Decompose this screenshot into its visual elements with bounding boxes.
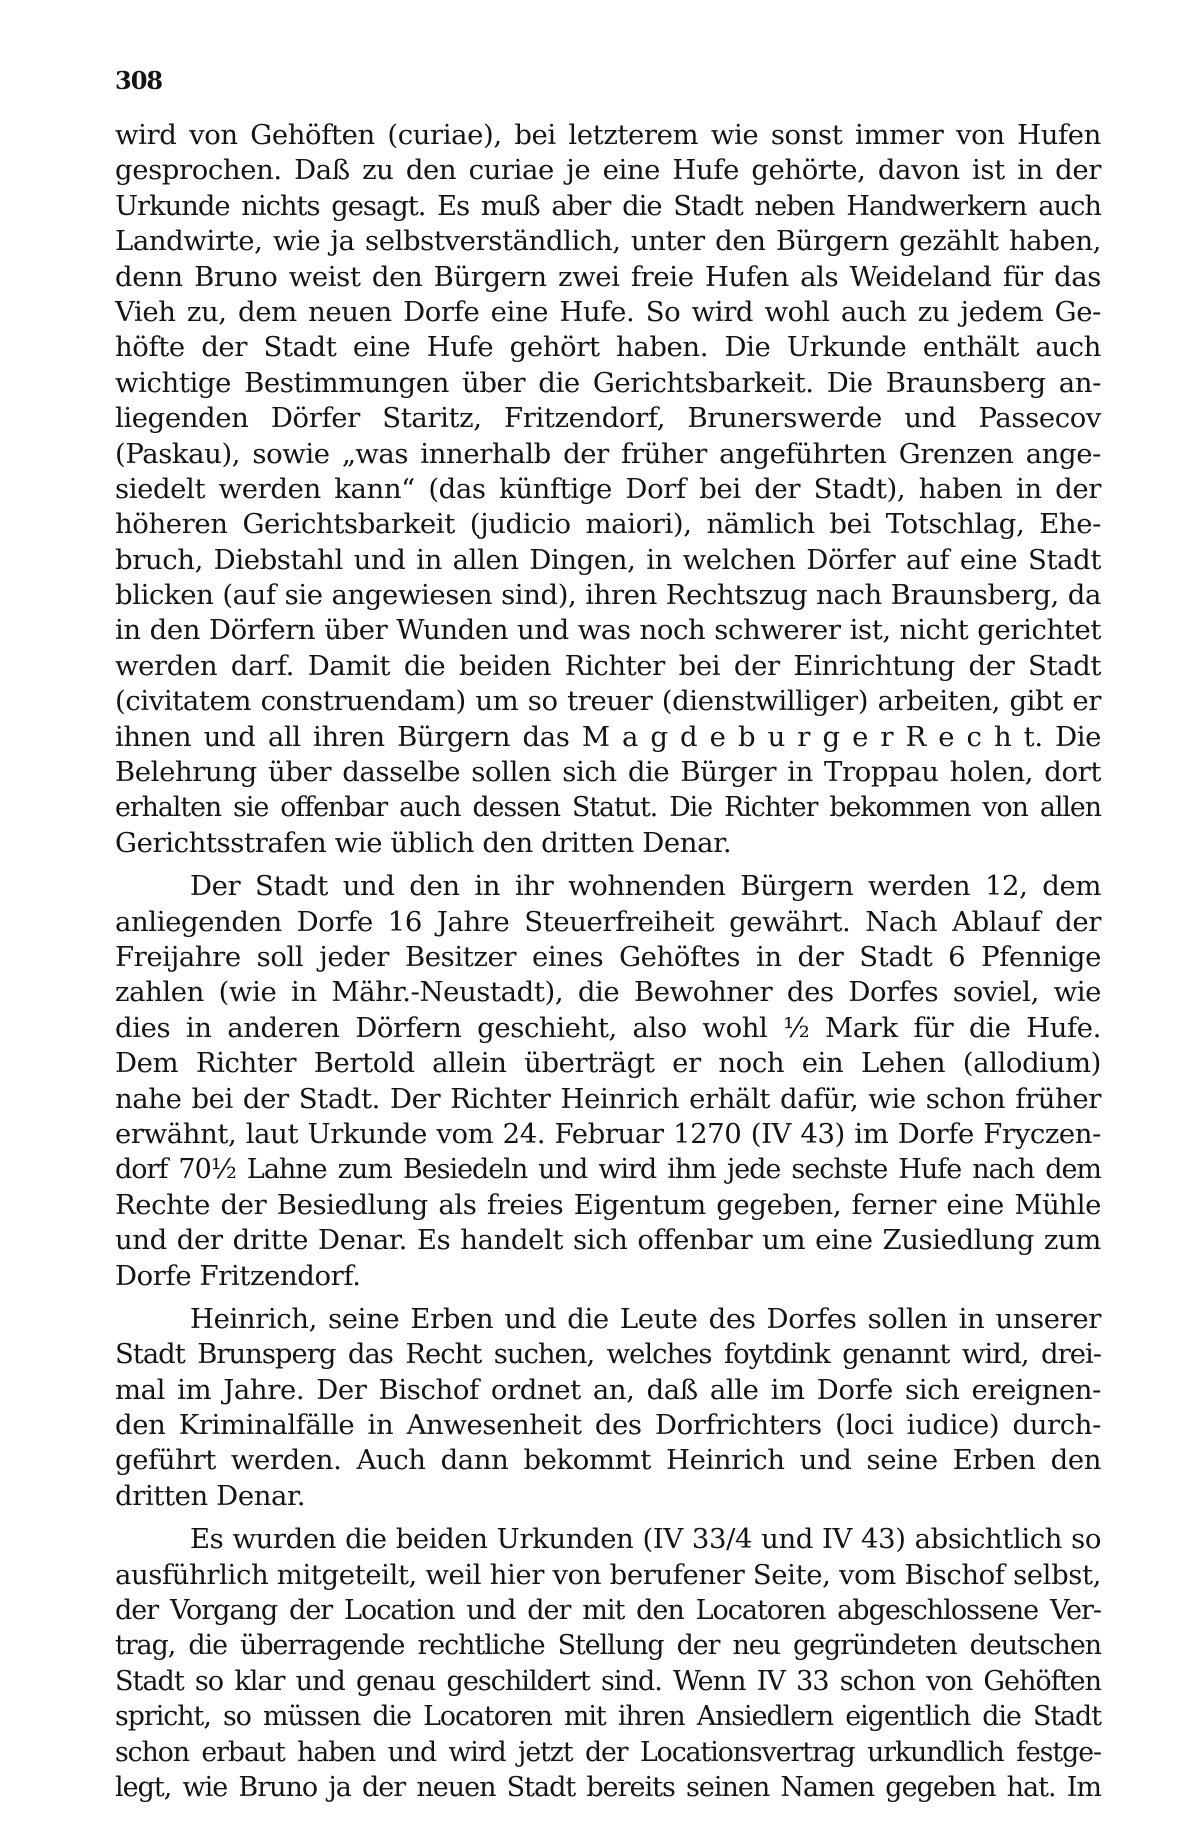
text-line: Belehrung über dasselbe sollen sich die Bürger in Troppau holen, dort: [115, 756, 1101, 789]
text-line: erwähnt, laut Urkunde vom 24. Februar 1270 (IV 43) im Dorfe Fryczen-: [115, 1117, 1101, 1150]
text-line: werden darf. Damit die beiden Richter bei der Einrichtung der Stadt: [115, 649, 1101, 682]
text-line: denn Bruno weist den Bürgern zwei freie Hufen als Weideland für das: [115, 260, 1101, 293]
text-line: (civitatem construendam) um so treuer (dienstwilliger) arbeiten, gibt er: [115, 685, 1101, 718]
text-line: der Vorgang der Location und der mit den Locatoren abgeschlossene Ver-: [115, 1595, 1101, 1627]
text-line: siedelt werden kann“ (das künftige Dorf bei der Stadt), haben in der: [115, 472, 1101, 505]
paragraph: [115, 118, 1101, 861]
text-line: in den Dörfern über Wunden und was noch schwerer ist, nicht gerichtet: [115, 614, 1101, 647]
text-line: (Paskau), sowie „was innerhalb der früher angeführten Grenzen ange-: [115, 437, 1101, 470]
paragraph: [115, 1302, 1101, 1514]
text-line: gesprochen. Daß zu den curiae je eine Hufe gehörte, davon ist in der: [115, 154, 1101, 187]
text-line: höheren Gerichtsbarkeit (judicio maiori), nämlich bei Totschlag, Ehe-: [115, 508, 1101, 541]
text-line: bruch, Diebstahl und in allen Dingen, in welchen Dörfer auf eine Stadt: [115, 543, 1101, 576]
paragraph: [115, 1522, 1101, 1805]
text-line: ihnen und all ihren Bürgern das M a g d e b u r g e r R e c h t. Die: [115, 720, 1101, 753]
text-line: geführt werden. Auch dann bekommt Heinrich und seine Erben den: [115, 1444, 1101, 1477]
text-line: dies in anderen Dörfern geschieht, also wohl ½ Mark für die Hufe.: [115, 1011, 1101, 1044]
text-line: Landwirte, wie ja selbstverständlich, unter den Bürgern gezählt haben,: [115, 225, 1101, 258]
text-line: nahe bei der Stadt. Der Richter Heinrich erhält dafür, wie schon früher: [115, 1082, 1101, 1115]
text-line: schon erbaut haben und wird jetzt der Locationsvertrag urkundlich festge-: [115, 1736, 1101, 1768]
text-line: ausführlich mitgeteilt, weil hier von berufener Seite, vom Bischof selbst,: [115, 1558, 1101, 1591]
text-line: Gerichtsstrafen wie üblich den dritten Denar.: [115, 826, 732, 859]
paragraph: [115, 869, 1101, 1294]
text-line: blicken (auf sie angewiesen sind), ihren Rechtszug nach Braunsberg, da: [115, 579, 1101, 612]
text-line: den Kriminalfälle in Anwesenheit des Dorfrichters (loci iudice) durch-: [115, 1409, 1101, 1442]
text-line: erhalten sie offenbar auch dessen Statut. Die Richter bekommen von allen: [115, 792, 1101, 824]
text-line: Freijahre soll jeder Besitzer eines Gehöftes in der Stadt 6 Pfennige: [115, 940, 1101, 973]
text-line: dritten Denar.: [115, 1479, 306, 1512]
text-line: dorf 70½ Lahne zum Besiedeln und wird ihm jede sechste Hufe nach dem: [115, 1154, 1101, 1186]
text-line: spricht, so müssen die Locatoren mit ihren Ansiedlern eigentlich die Stadt: [115, 1701, 1101, 1733]
text-line: zahlen (wie in Mähr.-Neustadt), die Bewohner des Dorfes soviel, wie: [115, 976, 1101, 1009]
text-line: Stadt Brunsperg das Recht suchen, welches foytdink genannt wird, drei-: [115, 1339, 1101, 1371]
text-line: Vieh zu, dem neuen Dorfe eine Hufe. So wird wohl auch zu jedem Ge-: [115, 295, 1101, 328]
text-line: liegenden Dörfer Staritz, Fritzendorf, Brunerswerde und Passecov: [115, 402, 1101, 435]
text-line: Heinrich, seine Erben und die Leute des Dorfes sollen in unserer: [190, 1302, 1101, 1335]
text-line: legt, wie Bruno ja der neuen Stadt bereits seinen Namen gegeben hat. Im: [115, 1771, 1101, 1803]
text-line: höfte der Stadt eine Hufe gehört haben. Die Urkunde enthält auch: [115, 331, 1101, 364]
text-line: Urkunde nichts gesagt. Es muß aber die Stadt neben Handwerkern auch: [115, 190, 1101, 222]
text-line: wird von Gehöften (curiae), bei letzterem wie sonst immer von Hufen: [115, 119, 1101, 151]
page-number: 308: [115, 66, 163, 95]
text-line: Der Stadt und den in ihr wohnenden Bürgern werden 12, dem: [190, 870, 1101, 903]
text-line: Dem Richter Bertold allein überträgt er noch ein Lehen (allodium): [115, 1047, 1101, 1080]
text-line: und der dritte Denar. Es handelt sich offenbar um eine Zusiedlung zum: [115, 1224, 1101, 1257]
text-line: Es wurden die beiden Urkunden (IV 33/4 und IV 43) absichtlich so: [190, 1523, 1101, 1556]
text-line: Dorfe Fritzendorf.: [115, 1259, 361, 1292]
text-line: anliegenden Dorfe 16 Jahre Steuerfreiheit gewährt. Nach Ablauf der: [115, 905, 1101, 938]
text-line: trag, die überragende rechtliche Stellung der neu gegründeten deutschen: [115, 1630, 1101, 1662]
text-line: Rechte der Besiedlung als freies Eigentum gegeben, ferner eine Mühle: [115, 1188, 1101, 1221]
body-text: [115, 118, 1101, 1805]
text-line: Stadt so klar und genau geschildert sind. Wenn IV 33 schon von Gehöften: [115, 1665, 1101, 1697]
text-line: mal im Jahre. Der Bischof ordnet an, daß alle im Dorfe sich ereignen-: [115, 1373, 1101, 1406]
text-line: wichtige Bestimmungen über die Gerichtsbarkeit. Die Braunsberg an-: [115, 366, 1101, 399]
